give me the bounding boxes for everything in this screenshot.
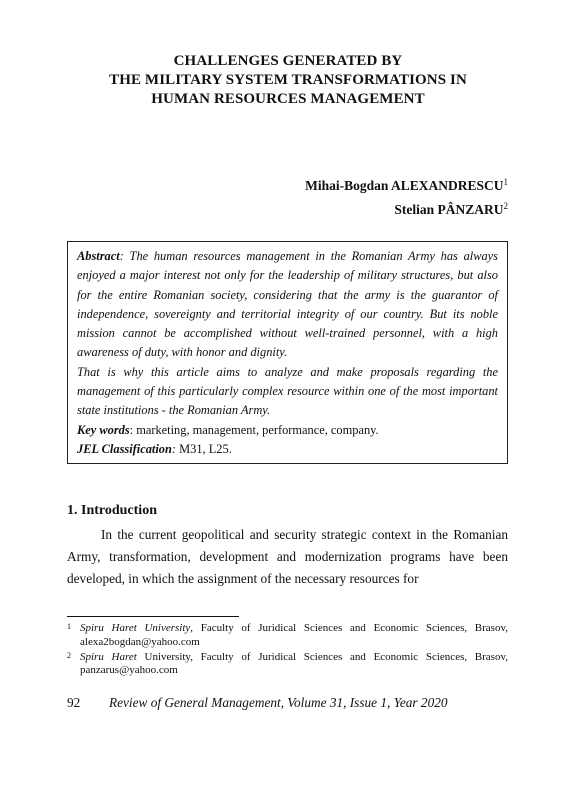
title-line-3: HUMAN RESOURCES MANAGEMENT xyxy=(151,91,425,107)
abstract-paragraph xyxy=(77,363,498,421)
footnote-text: , Faculty of Juridical Sciences and Economic Sciences, Brasov, alexa2bogdan@yahoo.com xyxy=(80,622,508,648)
abstract-label: Abstract xyxy=(77,249,120,263)
keywords-text: : marketing, management, performance, company. xyxy=(129,422,379,437)
journal-citation: Review of General Management, Volume 31, Issue 1, Year 2020 xyxy=(109,695,448,710)
paper-title xyxy=(40,52,536,109)
footnote-number: 2 xyxy=(67,650,71,660)
page-number: 92 xyxy=(67,695,81,710)
title-line-1: CHALLENGES GENERATED BY xyxy=(173,53,403,69)
abstract-box xyxy=(67,241,508,464)
abstract-text: That is why this article aims to analyze and make proposals regarding the management of this particularly complex resource within one of the most important state institutions - the Romanian Army. xyxy=(77,364,498,418)
footnote-institution: Spiru Haret University xyxy=(80,622,191,634)
section-heading: 1. Introduction xyxy=(67,503,157,518)
keywords-label: Key words xyxy=(77,422,130,437)
author xyxy=(305,196,508,220)
footnote-text: University, Faculty of Juridical Sciences and Economic Sciences, Brasov, panzarus@yahoo.com xyxy=(80,650,509,677)
author-footnote-ref: 1 xyxy=(503,177,508,187)
section-body: In the current geopolitical and security strategic context in the Romanian Army, transformation, development and modernization programs have been developed, in which the assignment of the necessary resources for xyxy=(67,527,508,586)
author-list xyxy=(305,172,508,220)
keywords-line xyxy=(77,421,498,440)
author-name: Stelian PÂNZARU xyxy=(394,202,504,217)
footnote-institution: Spiru Haret xyxy=(80,650,137,663)
footnotes xyxy=(67,622,508,679)
jel-line xyxy=(77,440,498,459)
footnote xyxy=(67,622,508,650)
title-line-2: THE MILITARY SYSTEM TRANSFORMATIONS IN xyxy=(109,72,467,88)
abstract-text: : The human resources management in the Romanian Army has always enjoyed a major interest not only for the leadership of military structures, but also for the entire Romanian society, considering that the army is the guarantor of independence, sovereignty and territorial integrity of our country. But its noble mission cannot be accomplished without well-trained personnel, with a high awareness of duty, with honor and dignity. xyxy=(77,249,498,360)
author-name: Mihai-Bogdan ALEXANDRESCU xyxy=(305,178,504,193)
jel-label: JEL Classification xyxy=(77,441,172,456)
footnote-number: 1 xyxy=(67,622,71,631)
author xyxy=(305,172,508,196)
footnote-separator xyxy=(67,616,239,617)
jel-colon: : xyxy=(171,441,177,456)
author-footnote-ref: 2 xyxy=(503,201,508,211)
abstract-paragraph xyxy=(77,247,498,363)
jel-codes: M31, L25. xyxy=(176,441,232,456)
footnote xyxy=(67,651,508,679)
